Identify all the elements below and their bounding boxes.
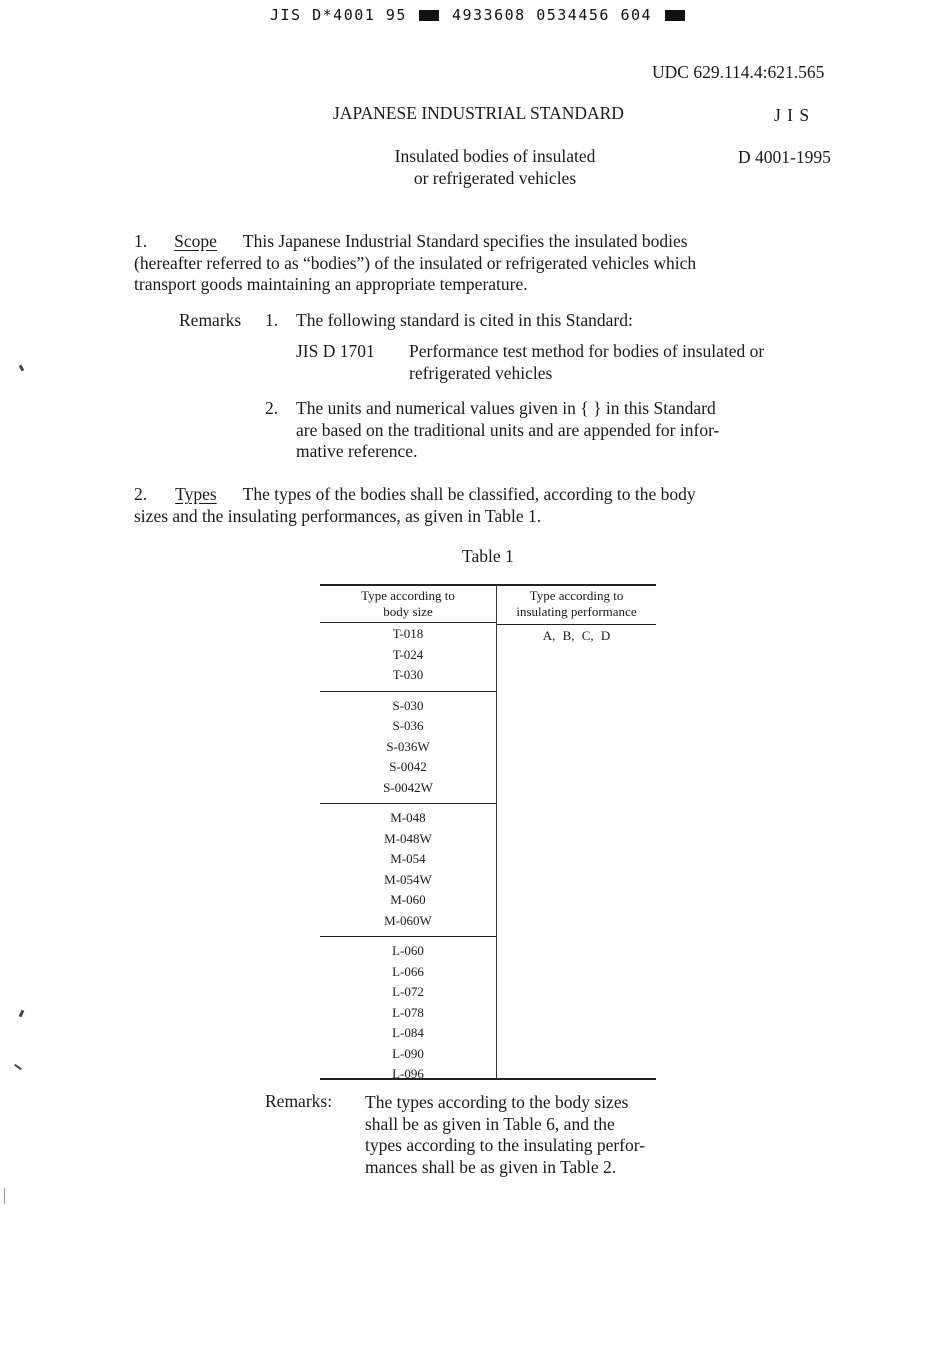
table-remarks-label: Remarks:: [265, 1091, 333, 1111]
body-size-type: S-030: [392, 697, 424, 713]
remark-1-text: The following standard is cited in this Standard:: [296, 310, 633, 330]
header-insulating-performance: [497, 588, 656, 620]
header-rule-right: [497, 624, 656, 625]
remark-2-line: The units and numerical values given in { } in this Standard: [296, 398, 716, 418]
table-remarks-line: The types according to the body sizes: [365, 1092, 629, 1112]
group-separator-rule: [320, 936, 496, 937]
body-size-type: T-024: [392, 646, 424, 662]
header-line: insulating performance: [516, 604, 637, 619]
table-remarks-text: [365, 1092, 645, 1178]
table-remarks-line: shall be as given in Table 6, and the: [365, 1113, 615, 1134]
doc-title-line: Insulated bodies of insulated: [394, 146, 596, 166]
section-title: Types: [175, 484, 217, 504]
code-line-part-1: JIS D*4001 95: [270, 6, 407, 24]
table-1: [320, 584, 656, 1080]
doc-title-line: or refrigerated vehicles: [413, 168, 577, 188]
header-line: body size: [383, 604, 433, 619]
remark-1-number: 1.: [265, 310, 279, 330]
body-size-type: S-0042W: [383, 779, 433, 795]
body-size-type: L-078: [392, 1004, 424, 1020]
body-size-type: S-036W: [386, 738, 430, 754]
scope-text-line: (hereafter referred to as “bodies”) of the insulated or refrigerated vehicles which: [134, 252, 697, 273]
scan-speck: [19, 1010, 25, 1018]
scope-text-line: This Japanese Industrial Standard specifies the insulated bodies: [242, 231, 688, 251]
body-size-type: M-048: [390, 810, 426, 825]
scan-speck: [19, 365, 25, 372]
remark-2-text: [296, 398, 719, 463]
remark-2-line: mative reference.: [296, 441, 418, 461]
doc-title: [340, 145, 650, 189]
body-size-type: M-048W: [384, 830, 432, 846]
code-line-part-2: 4933608 0534456 604: [451, 6, 653, 24]
header-line: Type according to: [529, 588, 624, 603]
scan-speck: [4, 1188, 5, 1204]
section-number: 2.: [134, 484, 148, 504]
header-line: Type according to: [361, 588, 455, 603]
body-size-type: L-090: [392, 1045, 424, 1061]
body-size-type: T-018: [392, 626, 424, 641]
body-size-type: M-060: [390, 892, 426, 907]
body-size-type: L-072: [392, 984, 424, 999]
table-remarks-line: types according to the insulating perfor-: [365, 1135, 646, 1155]
section-1-scope: [134, 231, 696, 296]
types-text-line: sizes and the insulating performances, as given in Table 1.: [134, 505, 542, 526]
body-size-type: M-054W: [384, 871, 432, 887]
table-caption: Table 1: [462, 546, 514, 566]
table-column-divider: [496, 584, 497, 1080]
table-top-rule: [320, 584, 656, 586]
body-size-type: L-096: [392, 1066, 424, 1081]
group-separator-rule: [320, 691, 496, 692]
body-size-type: S-0042: [389, 759, 427, 774]
code-block-mark: [665, 10, 685, 21]
header-rule-left: [320, 622, 496, 623]
remarks-label: Remarks: [179, 310, 242, 330]
table-remarks-line: mances shall be as given in Table 2.: [365, 1156, 617, 1177]
body-size-type: L-060: [392, 943, 424, 958]
udc-number: UDC 629.114.4:621.565: [652, 62, 825, 82]
group-separator-rule: [320, 803, 496, 804]
cited-title-line: refrigerated vehicles: [409, 362, 553, 383]
section-2-types: [134, 484, 696, 527]
table-bottom-rule: [320, 1078, 656, 1080]
code-block-mark: [419, 10, 439, 21]
cited-standard-title: [409, 341, 764, 384]
doc-number: D 4001-1995: [738, 147, 831, 167]
jis-mark: J I S: [774, 105, 811, 125]
scope-text-line: transport goods maintaining an appropriate temperature.: [134, 274, 528, 294]
remark-2-number: 2.: [265, 398, 279, 418]
performance-types-cell: A, B, C, D: [542, 628, 611, 643]
cited-standard-code: JIS D 1701: [296, 341, 375, 361]
cited-title-line: Performance test method for bodies of insulated or: [409, 341, 765, 361]
body-size-type: M-054: [390, 851, 426, 866]
document-code-line: [270, 6, 687, 24]
scan-speck: [14, 1064, 22, 1070]
header-body-size: [320, 588, 496, 620]
body-size-type: L-066: [392, 963, 424, 979]
body-size-type: M-060W: [384, 912, 432, 928]
body-size-type: S-036: [392, 718, 424, 733]
org-title: JAPANESE INDUSTRIAL STANDARD: [333, 103, 624, 123]
remark-2-line: are based on the traditional units and are appended for infor-: [296, 419, 720, 440]
section-number: 1.: [134, 231, 148, 251]
body-size-type: T-030: [392, 667, 424, 682]
body-size-type: L-084: [392, 1025, 424, 1040]
types-text-line: The types of the bodies shall be classified, according to the body: [242, 484, 696, 504]
section-title: Scope: [174, 231, 217, 251]
